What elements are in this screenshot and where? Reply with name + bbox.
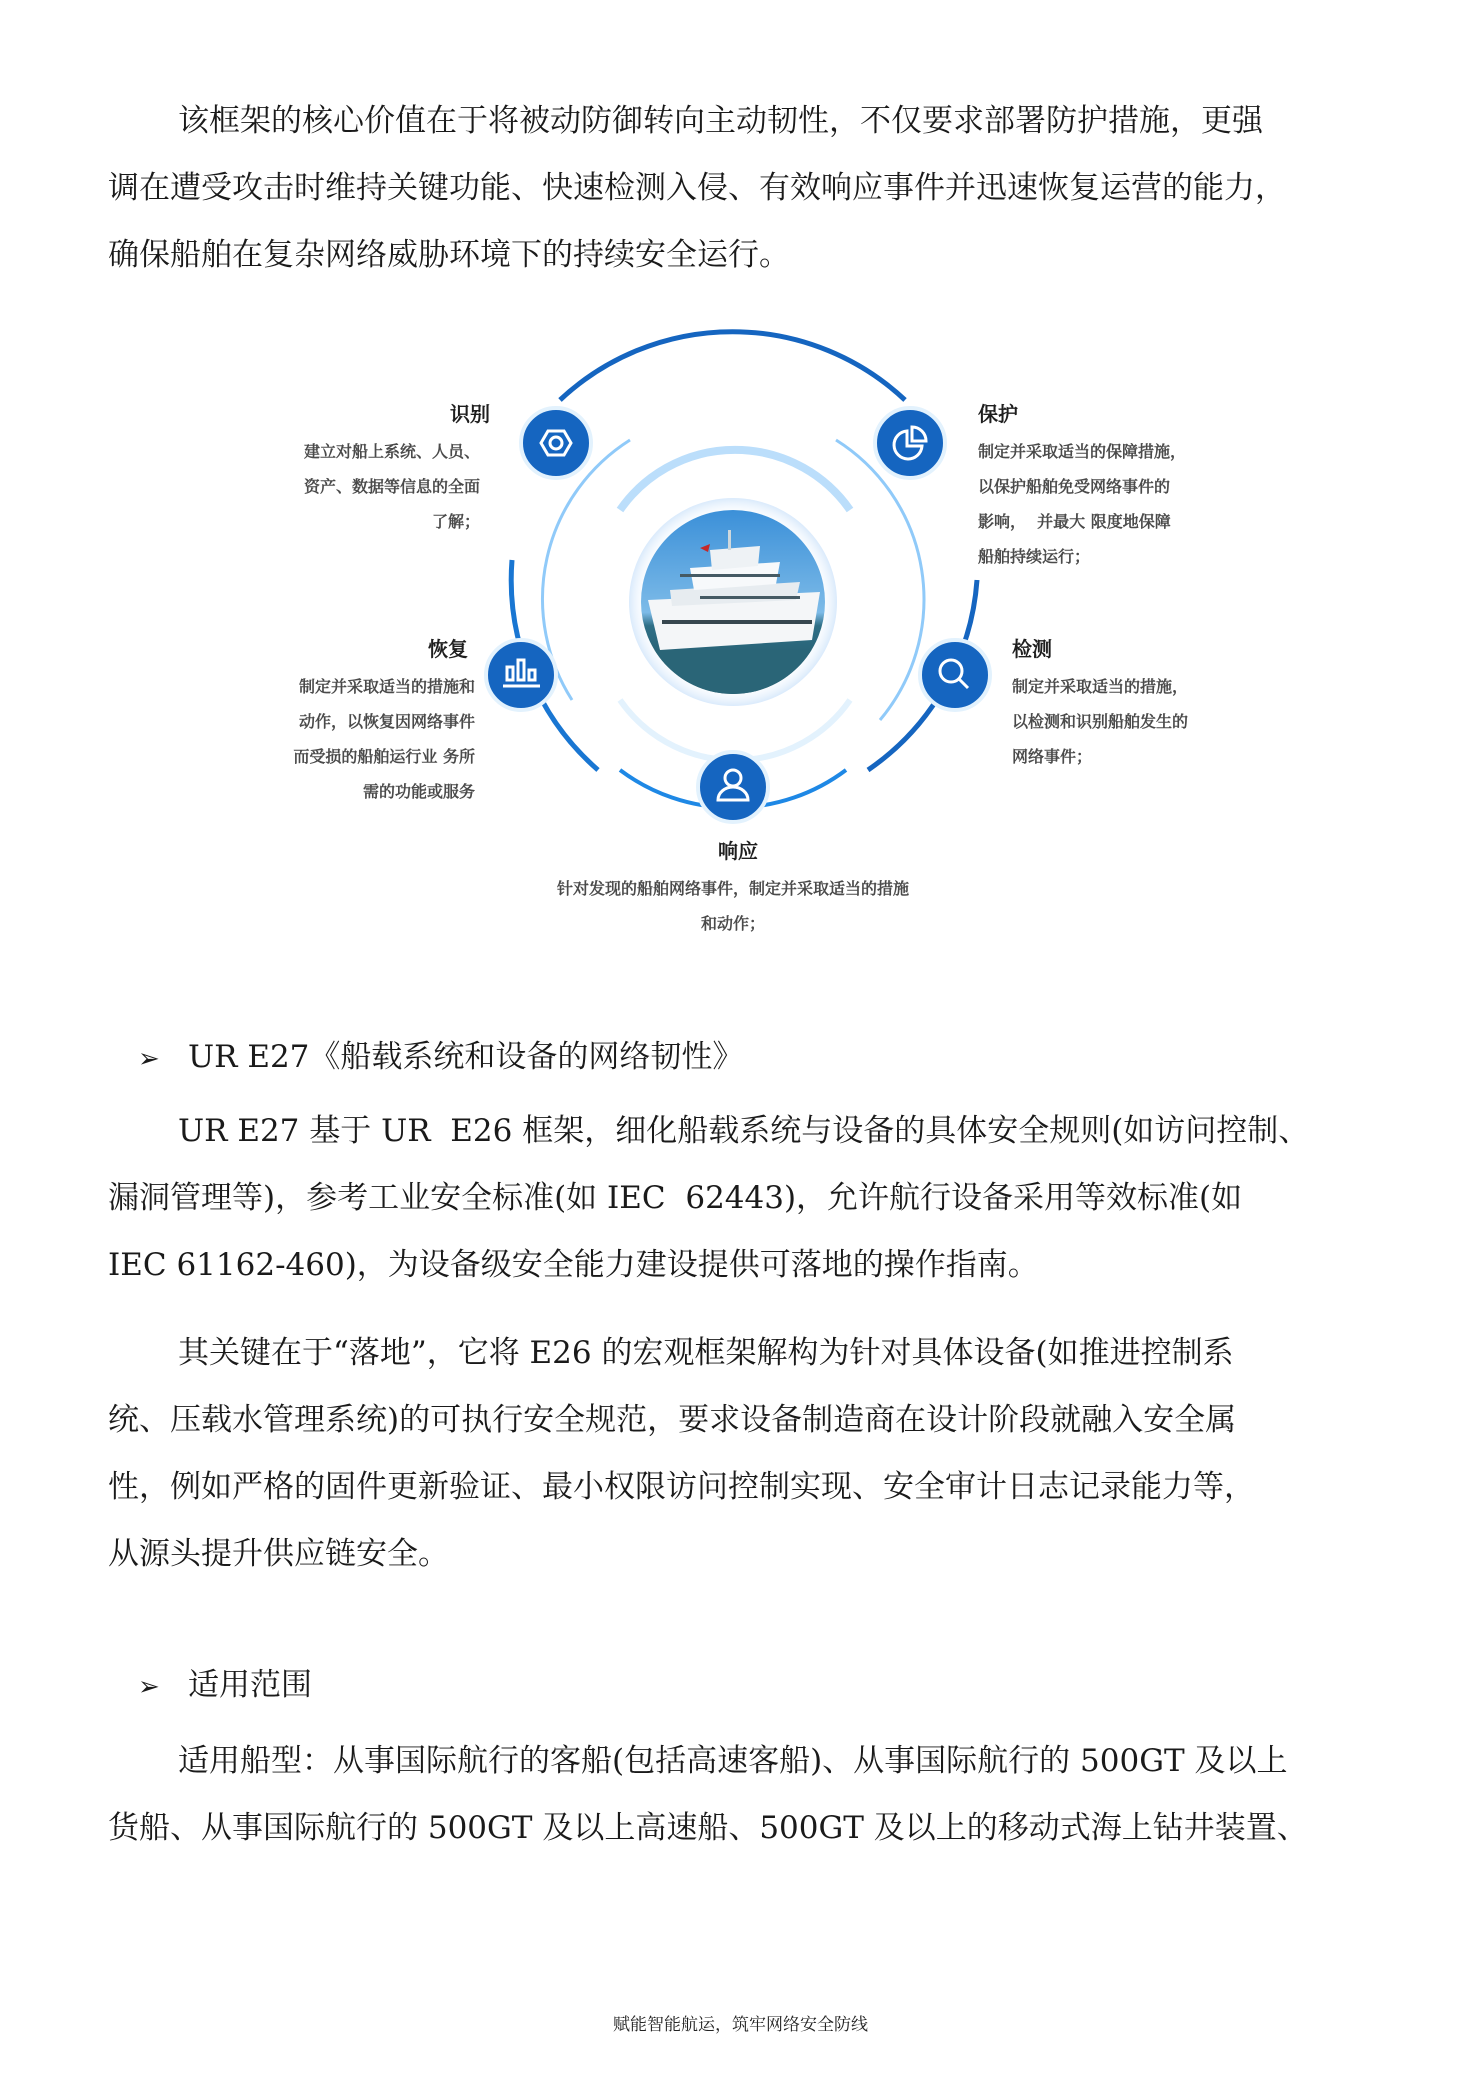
text-line: 其关键在于“落地”，它将 E26 的宏观框架解构为针对具体设备(如推进控制系 — [178, 1335, 1234, 1371]
protect-title: 保护 — [978, 402, 1018, 426]
text-line: 建立对船上系统、人员、 — [303, 442, 480, 461]
text-line: 制定并采取适当的措施， — [1012, 677, 1189, 696]
page-footer: 赋能智能航运，筑牢网络安全防线 — [613, 2015, 868, 2035]
heading-text: UR E27《船载系统和设备的网络韧性》 — [188, 1039, 744, 1075]
identify-description — [280, 434, 480, 539]
text-line: 了解； — [431, 512, 480, 531]
recover-node — [486, 640, 556, 710]
heading-text: 适用范围 — [188, 1667, 312, 1703]
respond-title: 响应 — [718, 839, 758, 863]
section-heading-scope — [138, 1660, 312, 1713]
text-line: 调在遭受攻击时维持关键功能、快速检测入侵、有效响应事件并迅速恢复运营的能力， — [108, 170, 1286, 206]
text-line: 和动作； — [700, 914, 765, 933]
section-heading-ur-e27 — [138, 1032, 743, 1085]
text-line: 从源头提升供应链安全。 — [108, 1536, 449, 1572]
middle-ring — [836, 440, 924, 720]
bullet-arrow-icon: ➢ — [138, 1044, 160, 1074]
detect-description — [1012, 669, 1242, 774]
text-line: 制定并采取适当的保障措施， — [978, 442, 1187, 461]
text-line: 以检测和识别船舶发生的 — [1012, 712, 1189, 731]
text-line: 货船、从事国际航行的 500GT 及以上高速船、500GT 及以上的移动式海上钻井装置、 — [108, 1810, 1308, 1846]
outer-ring — [560, 332, 905, 400]
text-line: 网络事件； — [1012, 747, 1093, 766]
ur-e27-paragraph-2 — [108, 1328, 1374, 1580]
detect-node — [920, 640, 990, 710]
text-line: 动作，以恢复因网络事件 — [298, 712, 475, 731]
bullet-arrow-icon: ➢ — [138, 1672, 160, 1702]
respond-node — [698, 752, 768, 822]
recover-title: 恢复 — [428, 637, 468, 661]
respond-description — [483, 871, 983, 941]
text-line: 性，例如严格的固件更新验证、最小权限访问控制实现、安全审计日志记录能力等， — [108, 1469, 1255, 1505]
protect-node — [875, 408, 945, 478]
text-line: 制定并采取适当的措施和 — [298, 677, 475, 696]
text-line: 确保船舶在复杂网络威胁环境下的持续安全运行。 — [108, 237, 790, 273]
text-line: 针对发现的船舶网络事件，制定并采取适当的措施 — [556, 879, 909, 898]
protect-description — [978, 434, 1238, 574]
text-line: 船舶持续运行； — [978, 547, 1091, 566]
text-line: 适用船型：从事国际航行的客船(包括高速客船)、从事国际航行的 500GT 及以上 — [178, 1743, 1288, 1779]
text-line: 该框架的核心价值在于将被动防御转向主动韧性，不仅要求部署防护措施，更强 — [178, 103, 1263, 139]
text-line: 资产、数据等信息的全面 — [303, 477, 480, 496]
identify-title: 识别 — [450, 402, 490, 426]
cyber-resilience-diagram — [0, 0, 1481, 960]
text-line: 影响， 并最大 限度地保障 — [978, 512, 1171, 531]
identify-node — [521, 408, 591, 478]
scope-paragraph — [108, 1736, 1374, 1854]
text-line: 统、压载水管理系统)的可执行安全规范，要求设备制造商在设计阶段就融入安全属 — [108, 1402, 1237, 1438]
text-line: 需的功能或服务 — [362, 782, 475, 801]
text-line: UR E27 基于 UR E26 框架，细化船载系统与设备的具体安全规则(如访问控制、 — [178, 1113, 1310, 1149]
recover-description — [255, 669, 475, 809]
ur-e27-paragraph-1 — [108, 1106, 1374, 1291]
text-line: IEC 61162-460)，为设备级安全能力建设提供可落地的操作指南。 — [108, 1247, 1039, 1283]
text-line: 漏洞管理等)，参考工业安全标准(如 IEC 62443)，允许航行设备采用等效标准(如 — [108, 1180, 1243, 1216]
text-line: 而受损的船舶运行业 务所 — [293, 747, 475, 766]
detect-title: 检测 — [1012, 637, 1052, 661]
text-line: 以保护船舶免受网络事件的 — [978, 477, 1171, 496]
